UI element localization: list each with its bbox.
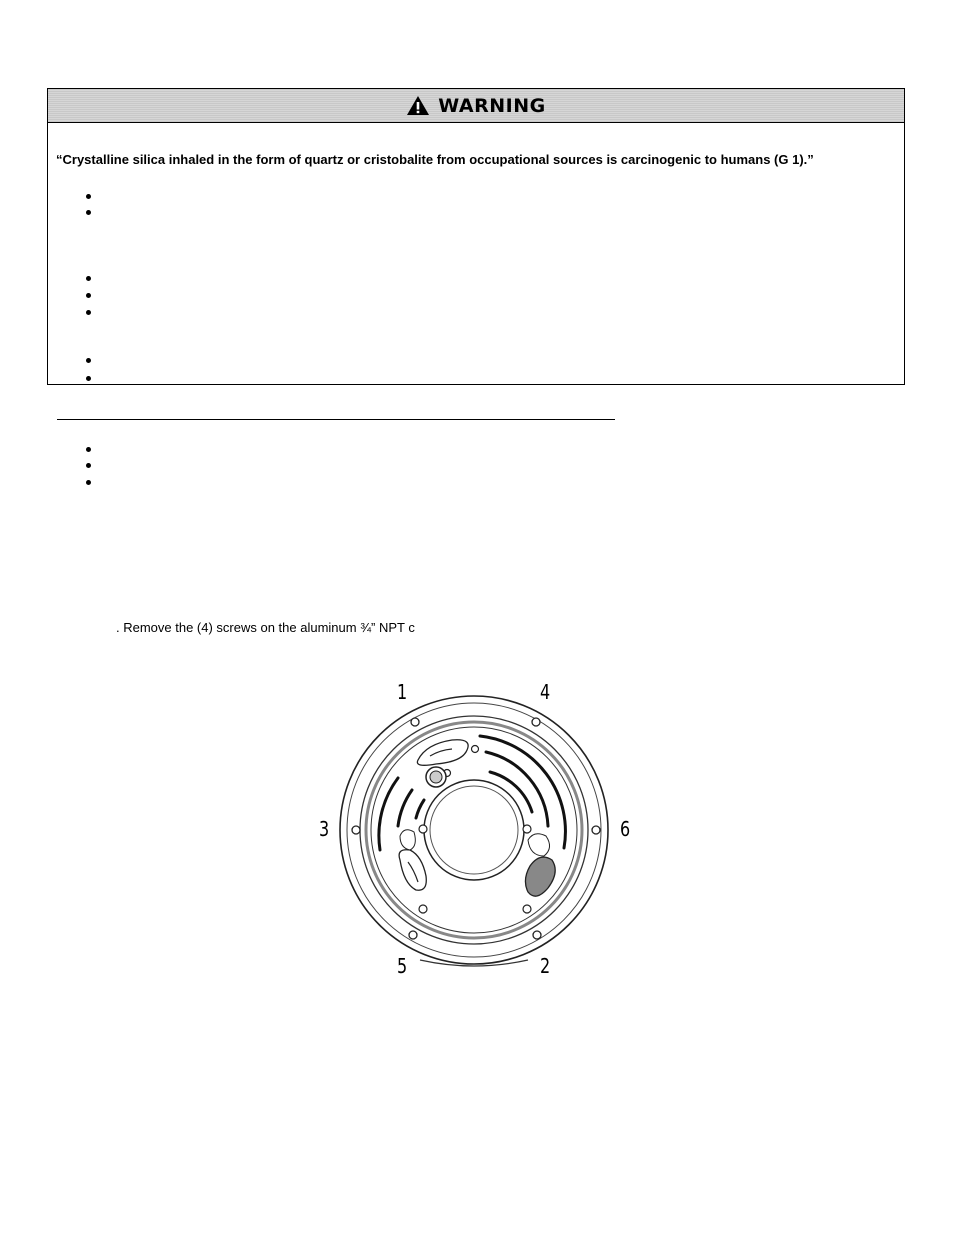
bullet xyxy=(86,210,91,215)
section-divider xyxy=(57,419,615,420)
warning-title: WARNING xyxy=(438,94,546,117)
diagram-label-2: 2 xyxy=(540,954,551,978)
bullet xyxy=(86,480,91,485)
bullet xyxy=(86,293,91,298)
warning-triangle-icon xyxy=(406,95,430,116)
warning-header xyxy=(48,89,904,123)
bullet xyxy=(86,194,91,199)
bullet xyxy=(86,310,91,315)
diagram-label-4: 4 xyxy=(540,680,551,704)
bullet xyxy=(86,276,91,281)
bullet xyxy=(86,376,91,381)
warning-box xyxy=(47,88,905,385)
bullet xyxy=(86,447,91,452)
burner-plate-diagram xyxy=(300,670,660,980)
bullet xyxy=(86,463,91,468)
burner-plate-illustration xyxy=(300,670,660,980)
diagram-label-5: 5 xyxy=(397,954,408,978)
diagram-label-6: 6 xyxy=(620,817,631,841)
diagram-label-3: 3 xyxy=(319,817,330,841)
diagram-label-1: 1 xyxy=(397,680,408,704)
warning-statement: “Crystalline silica inhaled in the form of quartz or cristobalite from occupational sources is carcinogenic to humans (G 1).” xyxy=(56,152,814,167)
step-instruction: . Remove the (4) screws on the aluminum ¾” NPT c xyxy=(116,620,415,635)
bullet xyxy=(86,358,91,363)
